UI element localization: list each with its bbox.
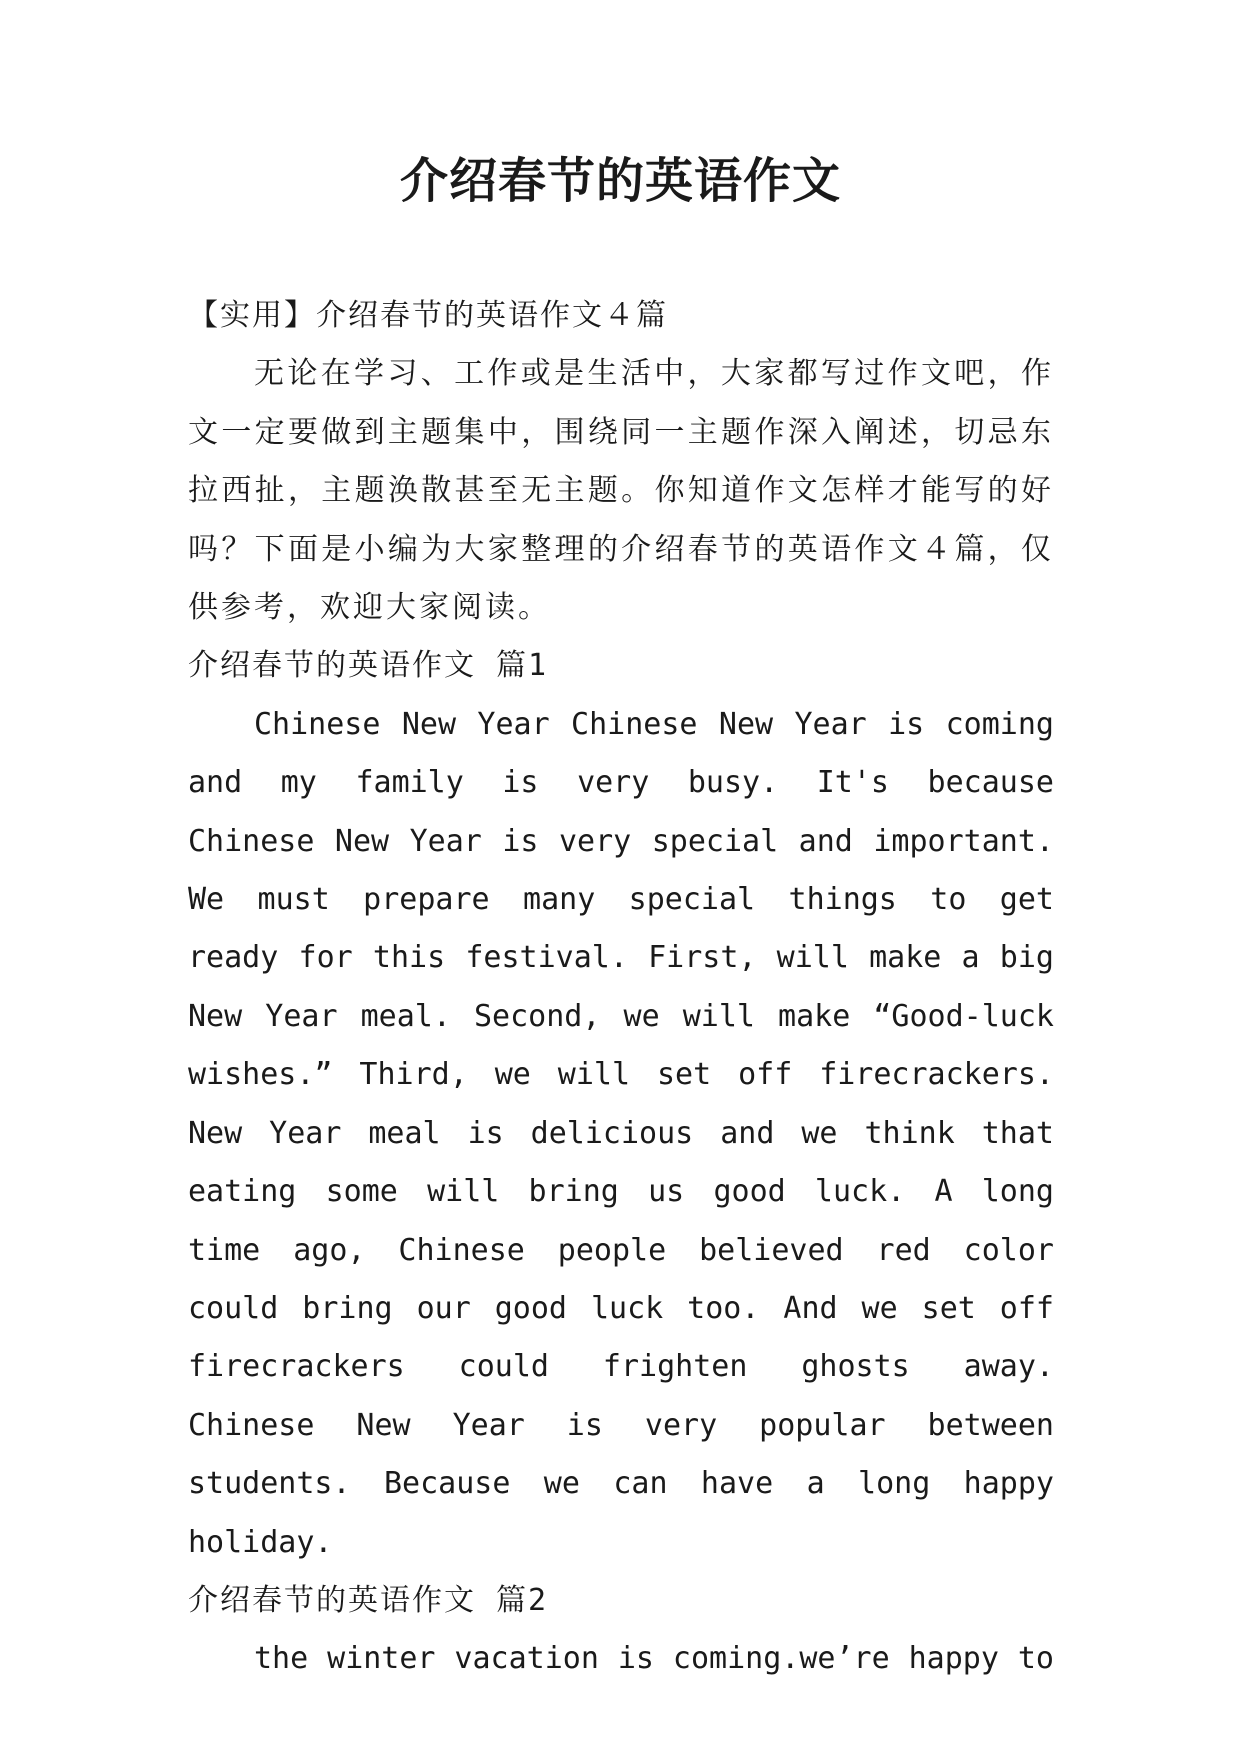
section-heading: 介绍春节的英语作文 篇1 [188, 648, 549, 684]
document-subtitle: 【实用】介绍春节的英语作文４篇 [188, 298, 668, 333]
section-heading: 介绍春节的英语作文 篇2 [188, 1582, 549, 1618]
document-body [188, 287, 1054, 1689]
essay-paragraph: the winter vacation is coming.we’re happy to [254, 1641, 1054, 1677]
intro-paragraph: 无论在学习、工作或是生活中，大家都写过作文吧，作文一定要做到主题集中，围绕同一主题作深入阐述，切忌东拉西扯，主题涣散甚至无主题。你知道作文怎样才能写的好吗？下面是小编为大家整理的介绍春节的英语作文４篇，仅供参考，欢迎大家阅读。 [188, 356, 1054, 626]
essay-paragraph: Chinese New Year Chinese New Year is coming and my family is very busy. It's because Chinese New Year is very special and important. We must prepare many special things to get ready for this festival. First, will make a big New Year meal. Second, we will make “Good-luck wishes.” Third, we will set off firecrackers. New Year meal is delicious and we think that eating some will bring us good luck. A long time ago, Chinese people believed red color could bring our good luck too. And we set off firecrackers could frighten ghosts away. Chinese New Year is very popular between students. Because we can have a long happy holiday. [188, 706, 1054, 1560]
document-title: 介绍春节的英语作文 [399, 153, 841, 209]
